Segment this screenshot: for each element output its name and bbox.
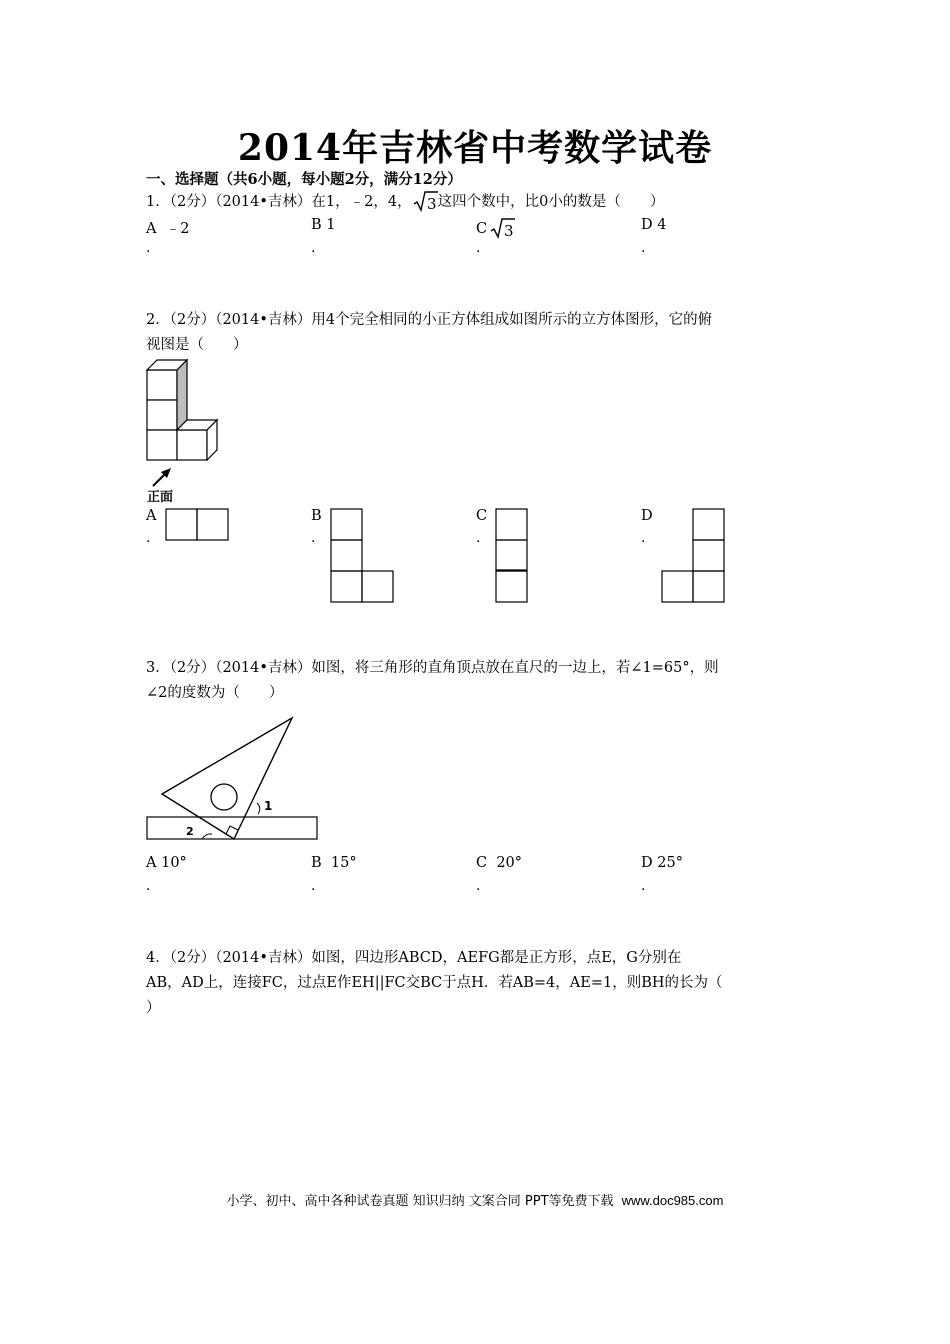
option-letter: A: [146, 855, 157, 871]
option-letter: C: [476, 221, 488, 237]
question-2-line-2: 视图是（ ）: [146, 337, 248, 353]
dot: .: [146, 530, 151, 546]
option-text: 20°: [496, 855, 523, 871]
q1-option-c[interactable]: [476, 217, 515, 239]
q2-option-d[interactable]: [641, 508, 653, 524]
dot: .: [476, 530, 481, 546]
footer: [0, 1190, 950, 1209]
option-text: ﹣2: [165, 221, 190, 237]
option-text: 25°: [657, 855, 683, 871]
cube-figure: [140, 358, 230, 503]
sqrt3-icon: [412, 190, 438, 212]
q2-option-c[interactable]: [476, 508, 487, 524]
question-4-line-1: 4．（2分）（2014•吉林）如图，四边形ABCD，AEFG都是正方形，点E，G分别在: [146, 950, 682, 966]
option-text: 1: [326, 217, 336, 233]
option-letter: D: [641, 508, 653, 524]
option-b-figure: [330, 508, 394, 604]
q1-option-a[interactable]: [146, 217, 189, 238]
question-2: [146, 308, 811, 358]
q1-option-d[interactable]: [641, 217, 666, 233]
triangle-ruler-figure: [140, 710, 330, 845]
question-4-line-3: ）: [146, 1000, 161, 1016]
question-1: [146, 190, 811, 215]
q1-option-b[interactable]: [311, 217, 336, 233]
dot: .: [641, 878, 646, 894]
footer-url[interactable]: www.doc985.com: [621, 1193, 724, 1208]
dot: .: [146, 240, 151, 256]
dot: .: [476, 878, 481, 894]
page-title: 2014年吉林省中考数学试卷: [237, 127, 713, 169]
section-heading: 一、选择题（共6小题，每小题2分，满分12分）: [146, 171, 462, 188]
sqrt3-icon: [489, 217, 515, 239]
question-3: [146, 656, 811, 706]
dot: .: [311, 530, 316, 546]
question-4: [146, 946, 811, 1021]
dot: .: [641, 530, 646, 546]
question-2-line-1: 2．（2分）（2014•吉林）用4个完全相同的小正方体组成如图所示的立方体图形，它的俯: [146, 312, 713, 328]
svg-text:3: 3: [504, 222, 514, 239]
q3-option-b[interactable]: [311, 855, 357, 871]
option-a-figure: [165, 508, 229, 542]
option-letter: A: [146, 508, 157, 524]
option-letter: D: [641, 855, 653, 871]
option-letter: B: [311, 508, 322, 524]
option-d-figure: [661, 508, 725, 604]
dot: .: [311, 240, 316, 256]
question-1-text-before: 1．（2分）（2014•吉林）在1，﹣2，4，: [146, 194, 412, 210]
svg-text:3: 3: [426, 195, 437, 212]
option-letter: B: [311, 855, 322, 871]
q2-option-a[interactable]: [146, 508, 156, 524]
dot: .: [641, 240, 646, 256]
option-text: 4: [657, 217, 667, 233]
option-text: 10°: [161, 855, 187, 871]
dot: .: [146, 878, 151, 894]
option-letter: B: [311, 217, 322, 233]
option-letter: C: [476, 508, 488, 524]
angle-2-label: 2: [186, 825, 194, 838]
q3-option-c[interactable]: [476, 855, 522, 871]
dot: .: [476, 240, 481, 256]
option-letter: A: [146, 221, 157, 237]
option-c-figure: [495, 508, 529, 604]
question-4-line-2: AB，AD上，连接FC，过点E作EH||FC交BC于点H．若AB=4，AE=1，则BH的长为（: [146, 975, 723, 991]
front-label: 正面: [147, 490, 174, 505]
q3-option-a[interactable]: [146, 855, 187, 871]
q3-option-d[interactable]: [641, 855, 683, 871]
dot: .: [311, 878, 316, 894]
footer-text: 小学、初中、高中各种试卷真题 知识归纳 文案合同 PPT等免费下载: [226, 1194, 614, 1209]
angle-1-label: 1: [264, 799, 273, 813]
question-3-line-2: ∠2的度数为（ ）: [146, 685, 284, 701]
q2-option-b[interactable]: [311, 508, 322, 524]
option-letter: D: [641, 217, 653, 233]
question-1-text-after: 这四个数中，比0小的数是（ ）: [437, 194, 665, 210]
question-3-line-1: 3．（2分）（2014•吉林）如图，将三角形的直角顶点放在直尺的一边上，若∠1=65°，则: [146, 660, 719, 676]
option-letter: C: [476, 855, 488, 871]
option-text: 15°: [330, 855, 357, 871]
